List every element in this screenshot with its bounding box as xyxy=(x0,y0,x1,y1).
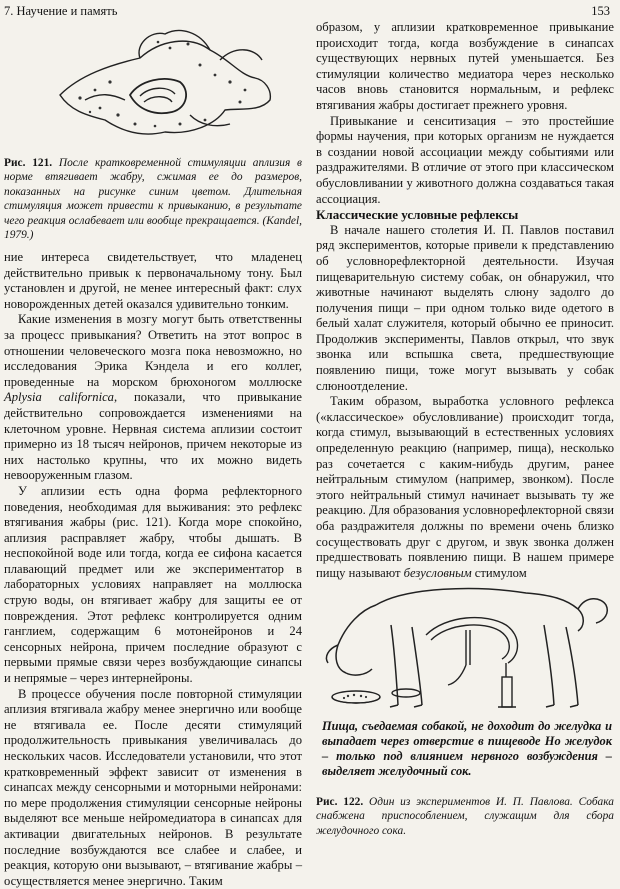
fistula-tubes xyxy=(426,618,518,677)
figure-122-label: Рис. 122. xyxy=(316,796,364,808)
unconditioned-term: безусловным xyxy=(403,565,472,580)
aplysia-illustration xyxy=(40,20,280,150)
right-column xyxy=(316,20,614,581)
figure-122-caption-text: Один из экспериментов И. П. Павлова. Собака снабжена приспособлением, служащим для сбора желудочного сока. xyxy=(316,796,614,837)
left-column xyxy=(4,250,302,889)
right-paragraph-4-text-b: стимулом xyxy=(471,565,527,580)
section-heading: Классические условные рефлексы xyxy=(316,207,519,223)
left-paragraph-2 xyxy=(4,312,302,484)
figure-122-caption xyxy=(316,795,614,838)
right-paragraph-4-text-a: Таким образом, выработка условного рефлекса («классическое» обусловливание) происходит тогда, когда стимул, вызывающий в естественных условиях определенную реакцию (например, пища), несколько раз сочетается с каким-нибудь другим, ранее нейтральным стимулом (например, звонком). После этого нейтральный стимул начинает вызывать ту же реакцию. Для образования условнорефлекторной связи оба раздражителя должны по времени очень близко сосуществовать друг с другом, и звук звонка должен предшествовать появлению пищи. В нашем примере пищу называют xyxy=(316,394,614,580)
left-paragraph-4: В процессе обучения после повторной стимуляции аплизия втягивала жабру менее энергично или вообще не втягивала ее. После десяти стимуляций продолжительность привыкания увеличивалась до нескольких часов. Исследователи установили, что этот кратковременный эффект зависит от изменения в синапсах между сенсорными и моторными нейронами: по мере продолжения стимуляции сенсорные нейроны выделяют все меньше нейромедиатора в синапсах для активации двигательных нейронов. В результате последние возбуждаются все слабее и слабее, и реакция, которую они вызывают, – втягивание жабры – осуществляется менее энергично. Таким xyxy=(4,686,302,888)
aplysia-body xyxy=(60,31,270,135)
left-paragraph-2-text-b: , показали, что привыкание действительно сопровождается изменениями на клеточном уровне. Нервная система аплизии состоит примерно из 18 тысяч нейронов, причем некоторые из них настолько крупны, что их можно видеть невооруженным глазом. xyxy=(4,390,303,483)
figure-121-caption-text: После кратковременной стимуляции аплизия в норме втягивает жабру, сжимая ее до размеров, показанных на рисунке синим цветом. Длительная стимуляция может привести к привыканию, в результате чего реакция ослабевает или вообще прекращается. (Kandel, 1979.) xyxy=(4,157,302,242)
food-bits xyxy=(343,694,367,699)
figure-122-inset-caption: Пища, съедаемая собакой, не доходит до желудка и выпадает через отверстие в пищеводе Но желудок – только под влиянием нервного возбуждения – выделяет желудочный сок. xyxy=(322,719,612,778)
right-paragraph-3: В начале нашего столетия И. П. Павлов поставил ряд экспериментов, которые привели к представлению об условнорефлекторной деятельности. Изучая пищеварительную систему собак, он обнаружил, что животные начинают выделять слюну задолго до получения пищи – при одном только виде одетого в белый халат служителя, который обычно ее приносит. Продолжив эксперименты, Павлов открыл, что звук звонка или вспышка света, предшествующие появлению пищи, тоже могут вызывать у собак слюноотделение. xyxy=(316,222,614,393)
species-name: Aplysia californica xyxy=(4,390,114,405)
right-paragraph-1: образом, у аплизии кратковременное привыкание происходит тогда, когда возбуждение в синапсах существующих нервных путей уменьшается. Без стимуляции количество медиатора через несколько часов вновь становится нормальным, и рефлекс втягивания жабры достигает прежнего уровня. xyxy=(316,20,614,112)
running-header-chapter: 7. Научение и память xyxy=(4,4,118,18)
pavlov-dog-illustration xyxy=(316,565,614,715)
left-paragraph-2-text-a: Какие изменения в мозгу могут быть ответственны за процесс привыкания? Ответить на этот вопрос в отношении человеческого мозга пока невозможно, но исследования Эрика Кэндела и его коллег, проведенные на морском брюхоногом моллюске xyxy=(4,312,302,389)
collection-vessels xyxy=(332,665,516,707)
right-paragraph-4 xyxy=(316,394,614,581)
right-paragraph-2: Привыкание и сенситизация – это простейшие формы научения, при которых организм не нуждается в создании новой ассоциации между событиями или раздражителями. В отличие от этого при классическом обусловливании у животного должна создаваться такая ассоциация. xyxy=(316,113,614,206)
figure-121-caption xyxy=(4,156,302,242)
left-paragraph-1: ние интереса свидетельствует, что младенец действительно привык к первоначальному тону. Был установлен и другой, не менее интересный факт: слух новорожденных детей оказался удивительно тонким. xyxy=(4,250,302,311)
figure-121-label: Рис. 121. xyxy=(4,157,53,169)
left-paragraph-3: У аплизии есть одна форма рефлекторного поведения, необходимая для выживания: это рефлекс втягивания жабры (рис. 121). Когда море спокойно, аплизия расправляет жабру, чтобы дышать. В неспокойной воде или тогда, когда ее сифона касается плавающий предмет или же экспериментатор в лабораторных условиях направляет на моллюска струю воды, он втягивает жабру для защиты ее от повреждения. Этот рефлекс контролируется одним ганглием, содержащим 6 мотонейронов и 24 сенсорных нейрона, причем последние образуют с первыми прямые связи через возбуждающие синапсы и непрямые – через интернейроны. xyxy=(4,483,302,686)
page-number: 153 xyxy=(591,4,610,18)
dog-outline xyxy=(326,589,607,707)
